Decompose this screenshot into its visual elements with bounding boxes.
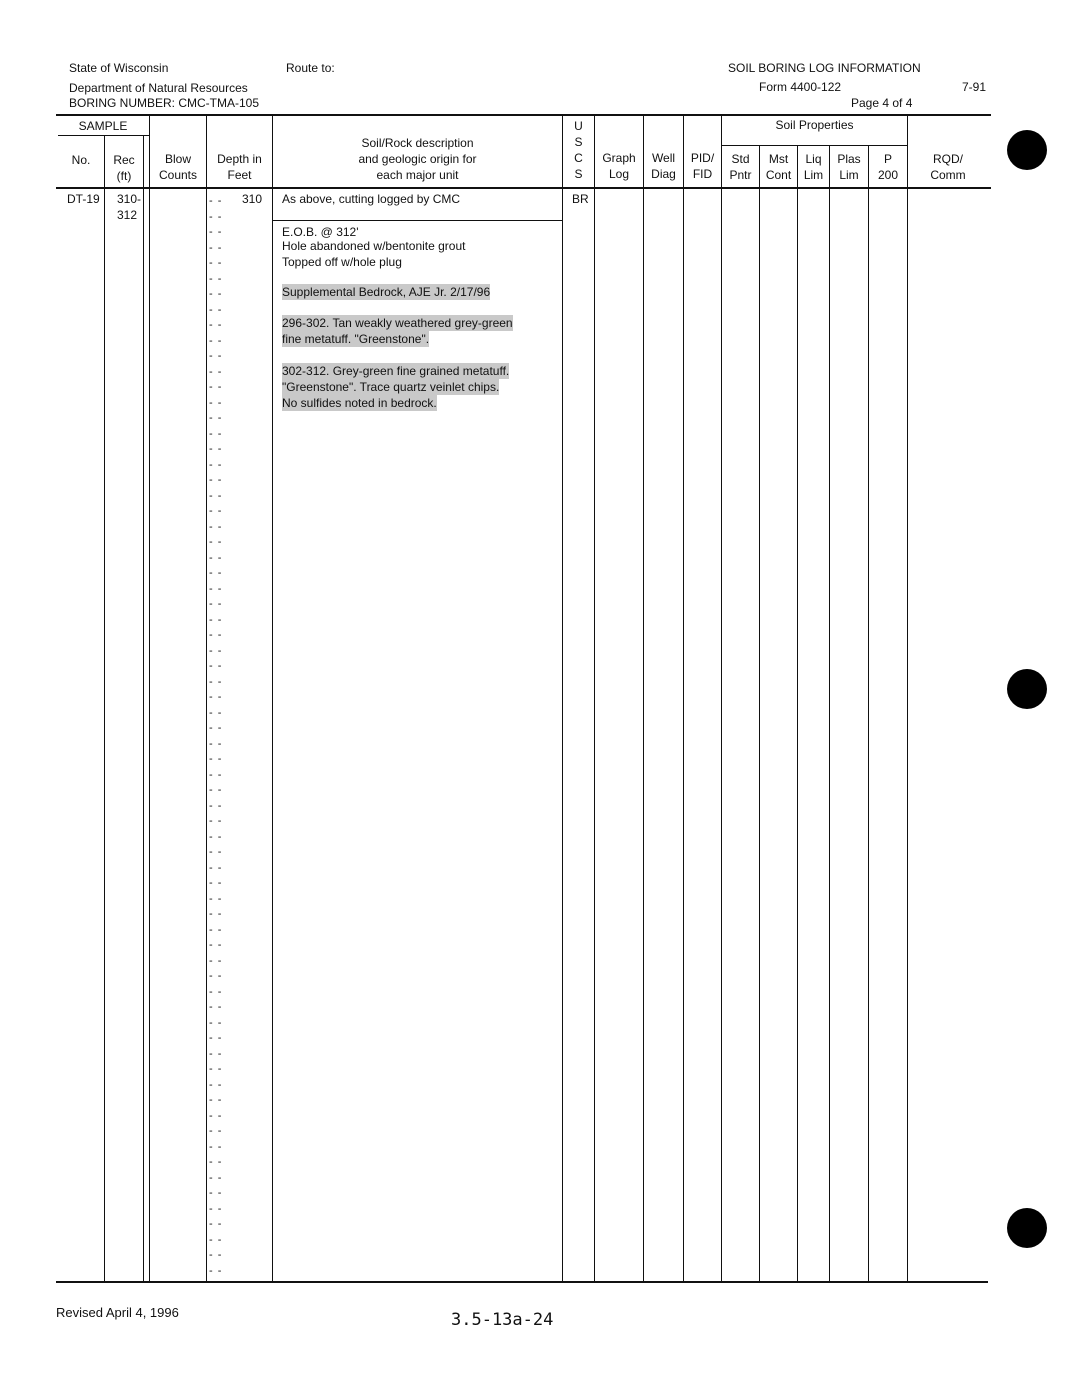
depth-header	[207, 151, 272, 183]
depth-tick: - -	[209, 1141, 223, 1153]
description-header	[273, 135, 562, 183]
depth-value: 310	[242, 192, 263, 206]
uscs-header-c: C	[574, 151, 583, 165]
depth-tick: - -	[209, 831, 223, 843]
depth-tick: - -	[209, 924, 223, 936]
depth-tick: - -	[209, 505, 223, 517]
depth-tick: - -	[209, 815, 223, 827]
well-header-line1: Well	[651, 151, 676, 165]
topped-note: Topped off w/hole plug	[282, 255, 402, 269]
plas-lim-header	[830, 151, 868, 183]
rqd-comm-header	[908, 151, 988, 183]
col-divider-desc	[562, 114, 563, 1282]
blow-header-line1: Blow	[164, 152, 191, 166]
interval1-note	[282, 315, 513, 347]
depth-tick: - -	[209, 350, 223, 362]
plas-header-line2: Lim	[839, 168, 859, 182]
col-divider-mst	[797, 146, 798, 1282]
depth-tick: - -	[209, 226, 223, 238]
depth-tick: - -	[209, 1156, 223, 1168]
interval2-line2: "Greenstone". Trace quartz veinlet chips.	[282, 380, 500, 394]
depth-tick: - -	[209, 443, 223, 455]
depth-tick: - -	[209, 629, 223, 641]
depth-tick: - -	[209, 939, 223, 951]
depth-tick: - -	[209, 691, 223, 703]
col-divider-std	[759, 146, 760, 1282]
header-bottom-rule	[56, 187, 991, 189]
boring-number: BORING NUMBER: CMC-TMA-105	[69, 96, 260, 110]
depth-tick: - -	[209, 1110, 223, 1122]
soil-props-group-rule	[722, 145, 907, 146]
depth-tick: - -	[209, 955, 223, 967]
depth-tick: - -	[209, 412, 223, 424]
uscs-value: BR	[572, 192, 589, 206]
depth-tick: - -	[209, 490, 223, 502]
col-divider-graph	[643, 114, 644, 1282]
desc-header-line1: Soil/Rock description	[361, 136, 474, 150]
page-indicator: Page 4 of 4	[851, 96, 913, 110]
depth-tick: - -	[209, 986, 223, 998]
col-divider-pid	[721, 114, 722, 1282]
table-top-rule	[56, 114, 991, 116]
depth-tick: - -	[209, 583, 223, 595]
depth-tick: - -	[209, 1125, 223, 1137]
depth-tick: - -	[209, 707, 223, 719]
col-divider-plas	[868, 146, 869, 1282]
pid-fid-header	[684, 150, 721, 182]
depth-tick: - -	[209, 459, 223, 471]
depth-tick: - -	[209, 1063, 223, 1075]
recovery-line2: 312	[117, 208, 138, 222]
mst-header-line1: Mst	[768, 152, 789, 166]
depth-tick: - -	[209, 846, 223, 858]
col-divider-no	[104, 136, 105, 1282]
depth-tick: - -	[209, 381, 223, 393]
pid-header-line1: PID/	[690, 151, 715, 165]
description-break-rule	[272, 220, 562, 221]
uscs-header-s1: S	[574, 135, 583, 149]
form-title: SOIL BORING LOG INFORMATION	[728, 61, 921, 75]
depth-tick: - -	[209, 784, 223, 796]
depth-header-line1: Depth in	[217, 152, 262, 166]
depth-tick: - -	[209, 567, 223, 579]
supplemental-note: Supplemental Bedrock, AJE Jr. 2/17/96	[282, 285, 491, 299]
document-page-id: 3.5-13a-24	[451, 1310, 554, 1330]
depth-tick: - -	[209, 1032, 223, 1044]
depth-tick: - -	[209, 428, 223, 440]
well-header-line2: Diag	[651, 167, 676, 181]
description-text: As above, cutting logged by CMC	[282, 192, 461, 206]
std-header-line2: Pntr	[729, 168, 752, 182]
col-divider-uscs	[594, 114, 595, 1282]
depth-tick: - -	[209, 769, 223, 781]
uscs-header-u: U	[574, 119, 583, 133]
depth-tick: - -	[209, 753, 223, 765]
depth-tick: - -	[209, 335, 223, 347]
revised-date: Revised April 4, 1996	[56, 1305, 179, 1320]
depth-tick: - -	[209, 1079, 223, 1091]
depth-tick: - -	[209, 304, 223, 316]
depth-tick: - -	[209, 1172, 223, 1184]
binder-hole-top	[1007, 130, 1047, 170]
well-diag-header	[644, 150, 683, 182]
graph-header-line2: Log	[608, 167, 630, 181]
depth-tick: - -	[209, 521, 223, 533]
pid-header-line2: FID	[692, 167, 713, 181]
binder-hole-middle	[1007, 669, 1047, 709]
depth-tick: - -	[209, 211, 223, 223]
col-divider-sample	[149, 114, 150, 1282]
depth-tick: - -	[209, 1234, 223, 1246]
agency-name: State of Wisconsin	[69, 61, 169, 75]
col-divider-p200	[907, 114, 908, 1282]
route-to-label: Route to:	[286, 61, 335, 75]
eob-note: E.O.B. @ 312'	[282, 225, 359, 239]
depth-tick: - -	[209, 970, 223, 982]
depth-tick: - -	[209, 598, 223, 610]
depth-tick: - -	[209, 660, 223, 672]
interval2-note	[282, 363, 509, 411]
mst-header-line2: Cont	[765, 168, 792, 182]
col-divider-blow	[206, 114, 207, 1282]
desc-header-line3: each major unit	[376, 168, 459, 182]
p200-header-line2: 200	[877, 168, 899, 182]
depth-tick: - -	[209, 676, 223, 688]
depth-tick: - -	[209, 552, 223, 564]
rec-header-line1: Rec	[113, 153, 135, 167]
uscs-header-s2: S	[574, 167, 583, 181]
depth-tick: - -	[209, 273, 223, 285]
depth-tick: - -	[209, 1187, 223, 1199]
depth-tick: - -	[209, 397, 223, 409]
binder-hole-bottom	[1007, 1208, 1047, 1248]
interval2-line3: No sulfides noted in bedrock.	[282, 396, 437, 410]
depth-tick: - -	[209, 908, 223, 920]
rqd-header-line2: Comm	[930, 168, 966, 182]
recovery-line1: 310-	[117, 192, 142, 206]
depth-tick: - -	[209, 645, 223, 657]
no-header: No.	[71, 153, 91, 167]
interval1-line2: fine metatuff. "Greenstone".	[282, 332, 430, 346]
depth-tick: - -	[209, 1249, 223, 1261]
sample-group-header: SAMPLE	[78, 119, 128, 133]
department-name: Department of Natural Resources	[69, 81, 248, 95]
depth-tick: - -	[209, 366, 223, 378]
mst-cont-header	[760, 151, 797, 183]
recovery-value	[117, 191, 141, 223]
depth-tick: - -	[209, 862, 223, 874]
depth-tick: - -	[209, 1203, 223, 1215]
col-divider-rec	[143, 136, 144, 1282]
liq-header-line1: Liq	[805, 152, 822, 166]
col-divider-liq	[829, 146, 830, 1282]
p200-header	[869, 151, 907, 183]
interval2-line1: 302-312. Grey-green fine grained metatuff.	[282, 364, 510, 378]
depth-tick: - -	[209, 195, 223, 207]
blow-header-line2: Counts	[158, 168, 198, 182]
depth-tick: - -	[209, 738, 223, 750]
depth-tick: - -	[209, 288, 223, 300]
desc-header-line2: and geologic origin for	[358, 152, 477, 166]
std-header-line1: Std	[731, 152, 750, 166]
depth-tick: - -	[209, 1017, 223, 1029]
col-divider-well	[683, 114, 684, 1282]
interval1-line1: 296-302. Tan weakly weathered grey-green	[282, 316, 513, 330]
rec-header	[105, 152, 143, 184]
soil-properties-header: Soil Properties	[775, 118, 854, 132]
uscs-header	[563, 118, 594, 182]
depth-tick: - -	[209, 614, 223, 626]
rec-header-line2: (ft)	[116, 169, 132, 183]
depth-tick: - -	[209, 1048, 223, 1060]
depth-tick: - -	[209, 257, 223, 269]
depth-tick: - -	[209, 1001, 223, 1013]
depth-tick: - -	[209, 536, 223, 548]
table-bottom-rule	[56, 1281, 988, 1283]
depth-tick: - -	[209, 242, 223, 254]
depth-tick: - -	[209, 893, 223, 905]
form-version: 7-91	[962, 80, 987, 94]
depth-header-line2: Feet	[227, 168, 252, 182]
abandoned-note: Hole abandoned w/bentonite grout	[282, 239, 466, 253]
depth-tick: - -	[209, 474, 223, 486]
plas-header-line1: Plas	[837, 152, 861, 166]
col-divider-depth	[272, 114, 273, 1282]
depth-tick: - -	[209, 1265, 223, 1277]
liq-header-line2: Lim	[803, 168, 824, 182]
depth-tick: - -	[209, 319, 223, 331]
liq-lim-header	[798, 151, 829, 183]
depth-tick: - -	[209, 1094, 223, 1106]
form-number: Form 4400-122	[759, 80, 842, 94]
sample-number: DT-19	[67, 192, 100, 206]
depth-tick: - -	[209, 722, 223, 734]
p200-header-line1: P	[883, 152, 892, 166]
depth-tick: - -	[209, 800, 223, 812]
depth-tick: - -	[209, 1218, 223, 1230]
depth-tick: - -	[209, 877, 223, 889]
rqd-header-line1: RQD/	[933, 152, 963, 166]
graph-log-header	[595, 150, 643, 182]
blow-counts-header	[150, 151, 206, 183]
graph-header-line1: Graph	[602, 151, 636, 165]
std-pntr-header	[722, 151, 759, 183]
